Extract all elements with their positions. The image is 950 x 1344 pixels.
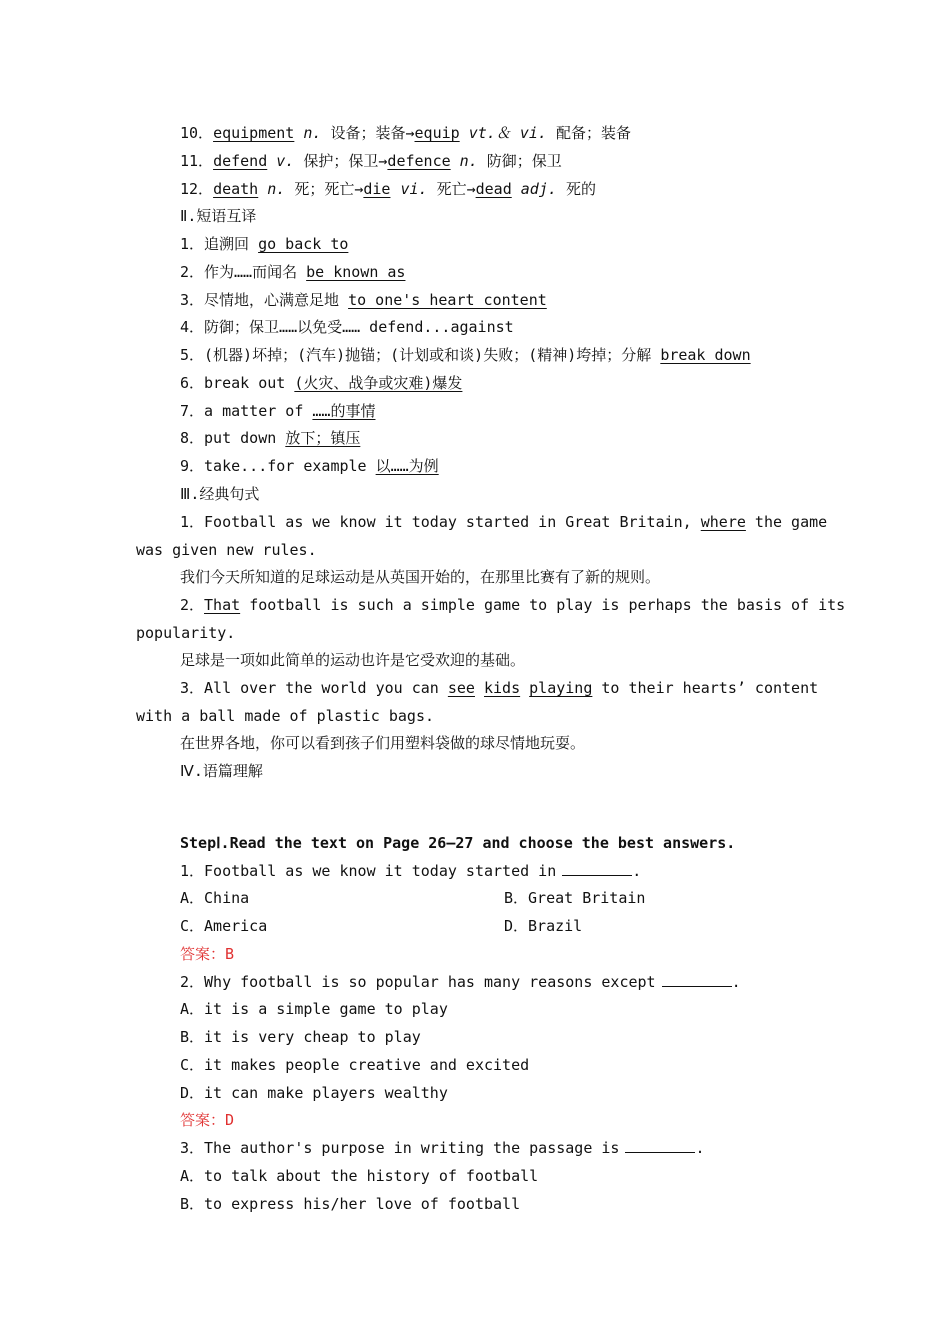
question-stem: 1．Football as we know it today started in: [180, 862, 557, 880]
item-number: 1．: [180, 235, 205, 253]
phrase-item: [180, 424, 360, 452]
option-c: C．America: [180, 917, 268, 935]
section-title: Ⅲ.经典句式: [180, 485, 260, 503]
phrase-prompt: 追溯回: [204, 235, 250, 253]
options-row: [180, 884, 780, 912]
related-meaning: 死亡→: [436, 180, 476, 198]
part-of-speech: v.: [276, 152, 295, 170]
option-a: A．China: [180, 889, 250, 907]
part-of-speech: n.: [303, 124, 322, 142]
related-meaning: 配备；装备: [555, 124, 631, 142]
vocab-word: equipment: [213, 124, 295, 142]
item-number: 3．: [180, 291, 205, 309]
phrase-item: [180, 452, 439, 480]
phrase-answer: (火灾、战争或灾难)爆发: [294, 374, 463, 392]
sentence-text: 3．All over the world you can: [180, 679, 439, 697]
vocab-meaning: 死；死亡→: [294, 180, 364, 198]
phrase-answer: go back to: [258, 235, 349, 253]
option-a: A．it is a simple game to play: [180, 1000, 448, 1018]
punctuation: .: [695, 1139, 705, 1157]
sentence-text: 1．Football as we know it today started in Great Britain,: [180, 513, 692, 531]
sentence-1: [180, 508, 828, 536]
related-word: equip: [414, 124, 460, 142]
phrase-item: [180, 369, 462, 397]
related-word: die: [363, 180, 391, 198]
item-number: 11．: [180, 152, 214, 170]
key-word: see: [447, 679, 475, 697]
phrase-answer: 以……为例: [375, 457, 439, 475]
vocab-item-10: [180, 119, 631, 147]
item-number: 4．: [180, 318, 205, 336]
phrase-prompt: 作为……而闻名: [204, 263, 298, 281]
option-a: A．to talk about the history of football: [180, 1167, 539, 1185]
question-1: [180, 857, 641, 885]
answer-blank: [662, 970, 732, 987]
vocab-item-11: [180, 147, 562, 175]
item-number: 5．: [180, 346, 205, 364]
item-number: 8．: [180, 429, 205, 447]
key-word: where: [700, 513, 746, 531]
key-word: That: [204, 596, 241, 614]
related-word: defence: [387, 152, 451, 170]
phrase-answer: be known as: [306, 263, 406, 281]
phrase-prompt: 尽情地，心满意足地: [204, 291, 340, 309]
phrase-prompt: a matter of: [204, 402, 304, 420]
option-b: B．it is very cheap to play: [180, 1028, 421, 1046]
key-word: kids: [484, 679, 521, 697]
phrase-answer: break down: [660, 346, 751, 364]
punctuation: .: [731, 973, 741, 991]
related-word: dead: [475, 180, 512, 198]
option-c: C．it makes people creative and excited: [180, 1056, 530, 1074]
answer-key: 答案：D: [180, 1111, 235, 1129]
item-number: 2．: [180, 263, 205, 281]
option-d: D．Brazil: [504, 917, 583, 935]
related-meaning: 防御；保卫: [486, 152, 562, 170]
question-stem: 2．Why football is so popular has many reasons except: [180, 973, 656, 991]
options-row: [180, 912, 780, 940]
sentence-translation: 在世界各地，你可以看到孩子们用塑料袋做的球尽情地玩耍。: [180, 734, 586, 752]
key-word: playing: [529, 679, 593, 697]
part-of-speech: n.: [267, 180, 286, 198]
step-title: StepⅠ.Read the text on Page 26—27 and choose the best answers.: [180, 834, 736, 852]
option-d: D．it can make players wealthy: [180, 1084, 448, 1102]
sentence-text: to their hearts’ content: [601, 679, 819, 697]
item-number: 6．: [180, 374, 205, 392]
item-number: 7．: [180, 402, 205, 420]
question-2: [180, 968, 741, 996]
sentence-text: the game: [754, 513, 828, 531]
phrase-answer: 放下；镇压: [285, 429, 361, 447]
phrase-item: [180, 397, 375, 425]
part-of-speech: n.: [459, 152, 478, 170]
section-title: Ⅳ.语篇理解: [180, 762, 263, 780]
phrase-prompt: (机器)坏掉；(汽车)抛锚；(计划或和谈)失败；(精神)垮掉；分解: [204, 346, 652, 364]
question-3: [180, 1134, 704, 1162]
item-number: 10．: [180, 124, 214, 142]
vocab-item-12: [180, 175, 596, 203]
sentence-translation: 我们今天所知道的足球运动是从英国开始的，在那里比赛有了新的规则。: [180, 568, 661, 586]
phrase-prompt: break out: [204, 374, 286, 392]
sentence-continuation: with a ball made of plastic bags.: [136, 707, 435, 725]
vocab-meaning: 设备；装备→: [330, 124, 415, 142]
vocab-meaning: 保护；保卫→: [303, 152, 388, 170]
part-of-speech: adj.: [520, 180, 557, 198]
sentence-translation: 足球是一项如此简单的运动也许是它受欢迎的基础。: [180, 651, 526, 669]
related-meaning: 死的: [565, 180, 596, 198]
phrase-item: [180, 230, 348, 258]
phrase-item: [180, 258, 405, 286]
answer-key: 答案：B: [180, 945, 235, 963]
sentence-text: 2．: [180, 596, 205, 614]
section-title: Ⅱ.短语互译: [180, 207, 257, 225]
phrase-item: [180, 286, 547, 314]
part-of-speech: vi.: [400, 180, 428, 198]
phrase-answer: ……的事情: [312, 402, 376, 420]
phrase-prompt: take...for example: [204, 457, 367, 475]
sentence-text: football is such a simple game to play is perhaps the basis of its: [249, 596, 846, 614]
answer-blank: [562, 859, 632, 876]
part-of-speech: vt.＆ vi.: [468, 124, 547, 142]
option-b: B．to express his/her love of football: [180, 1195, 521, 1213]
answer-blank: [625, 1136, 695, 1153]
option-b: B．Great Britain: [504, 889, 646, 907]
phrase-prompt: 防御；保卫……以免受…… defend...against: [204, 318, 514, 336]
question-stem: 3．The author's purpose in writing the passage is: [180, 1139, 620, 1157]
phrase-item: [180, 313, 514, 341]
vocab-word: death: [213, 180, 259, 198]
item-number: 12．: [180, 180, 214, 198]
item-number: 9．: [180, 457, 205, 475]
phrase-item: [180, 341, 751, 369]
sentence-continuation: popularity.: [136, 624, 236, 642]
sentence-continuation: was given new rules.: [136, 541, 317, 559]
vocab-word: defend: [213, 152, 268, 170]
sentence-2: [180, 591, 846, 619]
sentence-3: [180, 674, 819, 702]
phrase-prompt: put down: [204, 429, 277, 447]
punctuation: .: [632, 862, 642, 880]
phrase-answer: to one's heart content: [348, 291, 547, 309]
